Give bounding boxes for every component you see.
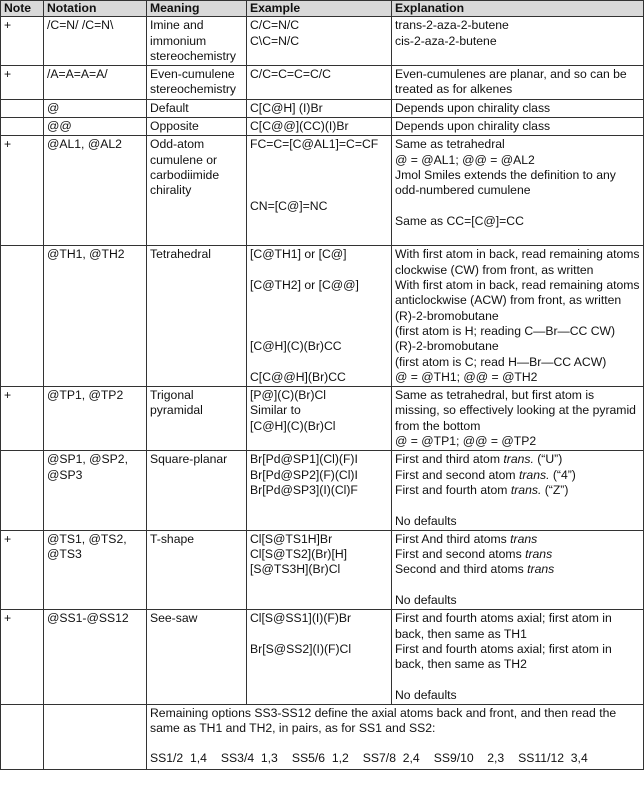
meaning-cell: Odd-atom cumulene or carbodiimide chirality [147, 136, 247, 246]
explanation-line: First and second atoms trans [395, 547, 553, 562]
explanation-line: First and third atom trans. (“U”) [395, 452, 563, 467]
note-cell: + [1, 136, 44, 246]
note-cell: + [1, 66, 44, 100]
explanation-line: Second and third atoms trans [395, 562, 555, 577]
explanation-cell [392, 387, 644, 451]
explanation-line: No defaults [395, 592, 457, 607]
explanation-line: (R)-2-bromobutane [395, 339, 499, 354]
explanation-line: trans-2-aza-2-butene [395, 18, 509, 33]
table-row [1, 17, 644, 66]
notation-cell: @ [44, 99, 147, 117]
notation-cell: /A=A=A=A/ [44, 66, 147, 100]
header-example: Example [247, 1, 392, 17]
explanation-line: @ = @TH1; @@ = @TH2 [395, 369, 538, 384]
ss-pair: SS11/12 3,4 [518, 750, 588, 765]
explanation-line: Same as tetrahedral, but first atom is missing, so effectively looking at the pyramid from the bottom [395, 388, 636, 433]
example-line: CN=[C@]=NC [250, 198, 328, 213]
example-line: [C@TH2] or [C@@] [250, 278, 359, 293]
meaning-cell: Imine and immonium stereochemistry [147, 17, 247, 66]
table-row [1, 246, 644, 387]
notation-cell [44, 705, 147, 770]
explanation-cell [392, 530, 644, 609]
explanation-line: No defaults [395, 687, 457, 702]
example-line: Cl[S@SS1](I)(F)Br [250, 611, 352, 626]
example-line: Cl[S@TS1H]Br [250, 531, 333, 546]
explanation-line: No defaults [395, 513, 457, 528]
example-cell [247, 530, 392, 609]
meaning-cell: T-shape [147, 530, 247, 609]
note-cell: + [1, 610, 44, 705]
note-cell: + [1, 530, 44, 609]
header-note: Note [1, 1, 44, 17]
header-meaning: Meaning [147, 1, 247, 17]
example-line: C[C@@](CC)(I)Br [250, 119, 349, 134]
table-row [1, 118, 644, 136]
example-cell [247, 246, 392, 387]
explanation-cell [392, 136, 644, 246]
example-line: [P@](C)(Br)Cl [250, 388, 327, 403]
notation-cell: @SS1-@SS12 [44, 610, 147, 705]
note-cell: + [1, 387, 44, 451]
explanation-line: Jmol Smiles extends the definition to any odd-numbered cumulene [395, 167, 616, 198]
example-cell [247, 387, 392, 451]
meaning-cell: Tetrahedral [147, 246, 247, 387]
explanation-cell [392, 118, 644, 136]
notation-cell: @TS1, @TS2, @TS3 [44, 530, 147, 609]
header-notation: Notation [44, 1, 147, 17]
explanation-line: Same as CC=[C@]=CC [395, 213, 524, 228]
remaining-text: Remaining options SS3-SS12 define the axial atoms back and front, and then read the same as TH1 and TH2, in pairs, as for SS1 and SS2: [150, 706, 617, 736]
ss-pair: SS5/6 1,2 [291, 750, 349, 765]
explanation-cell [392, 451, 644, 530]
example-cell [247, 136, 392, 246]
explanation-line: @ = @AL1; @@ = @AL2 [395, 152, 535, 167]
explanation-line: (first atom is C; read H—Br—CC ACW) [395, 354, 607, 369]
notation-cell: @TP1, @TP2 [44, 387, 147, 451]
meaning-cell: See-saw [147, 610, 247, 705]
explanation-cell [392, 99, 644, 117]
explanation-line: With first atom in back, read remaining atoms clockwise (CW) from front, as written [395, 247, 640, 277]
notation-cell: @SP1, @SP2, @SP3 [44, 451, 147, 530]
note-cell [1, 99, 44, 117]
explanation-line: First and fourth atoms axial; first atom in back, then same as TH2 [395, 641, 612, 672]
explanation-line: cis-2-aza-2-butene [395, 33, 497, 48]
example-line: [C@H](C)(Br)CC [250, 339, 342, 354]
example-line: Br[Pd@SP2](F)(Cl)I [250, 467, 358, 482]
remaining-cell [147, 705, 644, 770]
notation-cell: @TH1, @TH2 [44, 246, 147, 387]
example-line: C\C=N/C [250, 33, 300, 48]
table-row [1, 451, 644, 530]
note-cell [1, 705, 44, 770]
example-line: C[C@@H](Br)CC [250, 369, 346, 384]
explanation-cell [392, 66, 644, 100]
note-cell [1, 118, 44, 136]
example-line: [C@TH1] or [C@] [250, 247, 347, 262]
explanation-line: Depends upon chirality class [395, 119, 551, 134]
meaning-cell: Square-planar [147, 451, 247, 530]
example-cell [247, 610, 392, 705]
explanation-line: (R)-2-bromobutane [395, 308, 499, 323]
example-line: FC=C=[C@AL1]=C=CF [250, 137, 379, 152]
example-line: C/C=N/C [250, 18, 300, 33]
example-cell [247, 66, 392, 100]
example-line: Br[Pd@SP1](Cl)(F)I [250, 452, 358, 467]
example-cell [247, 118, 392, 136]
meaning-cell: Trigonal pyramidal [147, 387, 247, 451]
ss-pair: SS3/4 1,3 [220, 750, 278, 765]
example-cell [247, 451, 392, 530]
explanation-line: Even-cumulenes are planar, and so can be treated as for alkenes [395, 67, 627, 97]
note-cell [1, 451, 44, 530]
note-cell: + [1, 17, 44, 66]
example-line: [C@H](C)(Br)Cl [250, 418, 336, 433]
meaning-cell: Even-cumulene stereochemistry [147, 66, 247, 100]
ss-pair: SS1/2 1,4 [150, 750, 207, 765]
explanation-cell [392, 17, 644, 66]
notation-cell: @AL1, @AL2 [44, 136, 147, 246]
table-row-remaining [1, 705, 644, 770]
explanation-line: With first atom in back, read remaining atoms anticlockwise (ACW) from front, as written [395, 278, 640, 308]
meaning-cell: Opposite [147, 118, 247, 136]
ss-pair: SS7/8 2,4 [362, 750, 420, 765]
example-line: C/C=C=C=C/C [250, 67, 331, 82]
example-cell [247, 99, 392, 117]
example-line: Cl[S@TS2](Br)[H] [250, 547, 348, 562]
table-row [1, 610, 644, 705]
explanation-cell [392, 610, 644, 705]
explanation-line: First And third atoms trans [395, 531, 538, 546]
header-explanation: Explanation [392, 1, 644, 17]
explanation-line: Same as tetrahedral [395, 137, 505, 152]
explanation-line: First and second atom trans. (“4”) [395, 467, 576, 482]
explanation-line: First and fourth atoms axial; first atom in back, then same as TH1 [395, 611, 612, 641]
explanation-line: @ = @TP1; @@ = @TP2 [395, 434, 537, 449]
explanation-line: First and fourth atom trans. (“Z”) [395, 482, 569, 497]
notation-cell: @@ [44, 118, 147, 136]
ss-pairs [150, 751, 640, 766]
table-row [1, 387, 644, 451]
explanation-line: Depends upon chirality class [395, 100, 551, 115]
table-row [1, 99, 644, 117]
example-cell [247, 17, 392, 66]
header-row [1, 1, 644, 17]
explanation-line: (first atom is H; reading C—Br—CC CW) [395, 323, 616, 338]
table-row [1, 136, 644, 246]
example-line: C[C@H] (I)Br [250, 100, 323, 115]
explanation-cell [392, 246, 644, 387]
ss-pair: SS9/10 2,3 [433, 750, 505, 765]
meaning-cell: Default [147, 99, 247, 117]
note-cell [1, 246, 44, 387]
table-row [1, 530, 644, 609]
example-line: Br[Pd@SP3](I)(Cl)F [250, 482, 358, 497]
example-line: [S@TS3H](Br)Cl [250, 562, 341, 577]
table-row [1, 66, 644, 100]
notation-cell: /C=N/ /C=N\ [44, 17, 147, 66]
example-line: Similar to [250, 403, 301, 418]
example-line: Br[S@SS2](I)(F)Cl [250, 641, 352, 656]
